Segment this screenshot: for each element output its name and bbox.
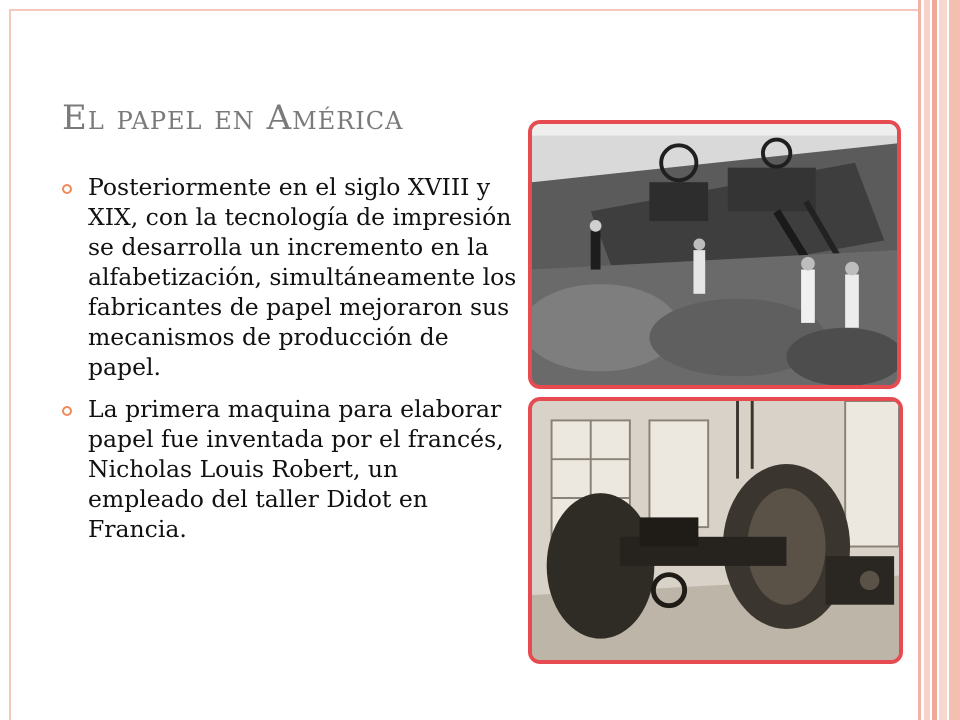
decorative-stripe [924,0,930,720]
decorative-stripe [949,0,960,720]
paper-factory-photo [528,120,901,389]
bullet-list [62,172,518,556]
paper-machine-illustration [532,401,899,660]
decorative-stripe [918,0,921,720]
frame-border-left [9,9,11,720]
slide-title: El papel en América [62,98,404,138]
bullet-item [62,172,518,382]
bullet-text: Posteriormente en el siglo XVIII y XIX, con la tecnología de impresión se desarrolla un incremento en la alfabetización, simultáneamente los fabricantes de papel mejoraron sus mecanismos de producción de papel. [88,173,517,381]
paper-factory-illustration [532,124,897,385]
decorative-stripe [939,0,947,720]
frame-border-top [9,9,920,11]
paper-machine-photo [528,397,903,664]
bullet-text: La primera maquina para elaborar papel fue inventada por el francés, Nicholas Louis Robert, un empleado del taller Didot en Francia. [88,395,504,543]
decorative-stripe [932,0,937,720]
circle-bullet-icon [62,406,72,416]
bullet-item [62,394,518,544]
circle-bullet-icon [62,184,72,194]
